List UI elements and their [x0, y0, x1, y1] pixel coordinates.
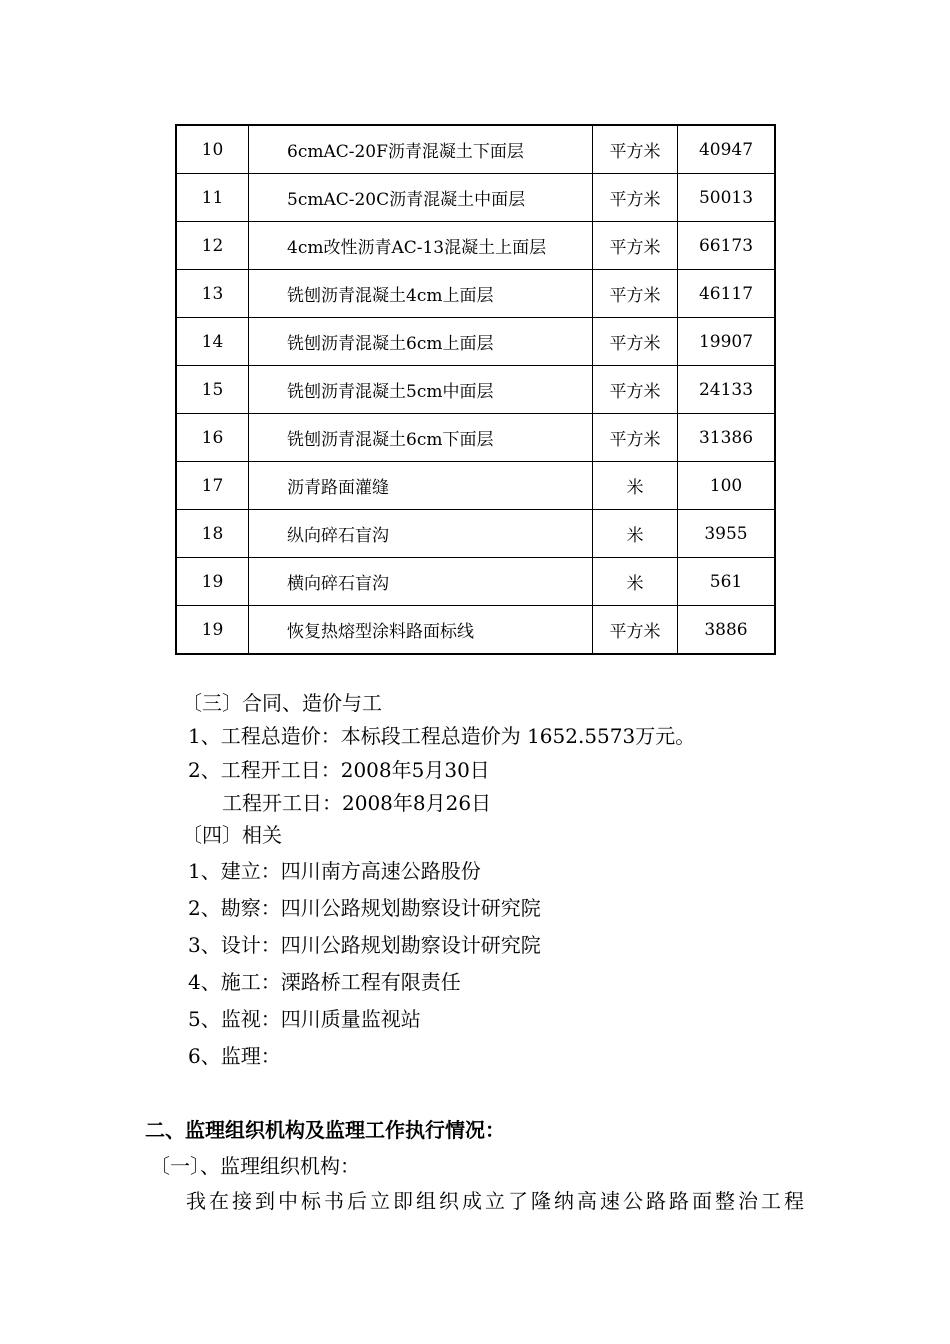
item-name: 纵向碎石盲沟 [249, 510, 593, 558]
quantity-cell: 46117 [678, 270, 776, 318]
row-number: 19 [176, 558, 249, 606]
table-row [176, 318, 775, 366]
section3-title: 〔三〕合同、造价与工 [182, 691, 382, 715]
row-number: 17 [176, 462, 249, 510]
quantity-cell: 19907 [678, 318, 776, 366]
section4-item-3: 3、设计：四川公路规划勘察设计研究院 [188, 933, 541, 957]
section4-item-1: 1、建立：四川南方高速公路股份 [188, 859, 481, 883]
section4-item-5: 5、监视：四川质量监视站 [188, 1007, 421, 1031]
table-row [176, 366, 775, 414]
table-row [176, 222, 775, 270]
item-name: 恢复热熔型涂料路面标线 [249, 606, 593, 655]
row-number: 18 [176, 510, 249, 558]
unit-cell: 平方米 [593, 318, 678, 366]
quantity-cell: 24133 [678, 366, 776, 414]
row-number: 11 [176, 174, 249, 222]
table-row [176, 606, 775, 655]
chapter2-subheading: 〔一〕、监理组织机构： [150, 1154, 360, 1178]
item-name: 沥青路面灌缝 [249, 462, 593, 510]
section4-item-4: 4、施工：溧路桥工程有限责任 [188, 970, 461, 994]
table-row [176, 414, 775, 462]
quantity-cell: 3886 [678, 606, 776, 655]
quantity-cell: 66173 [678, 222, 776, 270]
quantity-cell: 100 [678, 462, 776, 510]
quantity-table [175, 124, 776, 655]
section4-title: 〔四〕相关 [182, 823, 282, 847]
table-row [176, 558, 775, 606]
unit-cell: 平方米 [593, 222, 678, 270]
item-name: 铣刨沥青混凝土6cm上面层 [249, 318, 593, 366]
quantity-cell: 3955 [678, 510, 776, 558]
table-row [176, 174, 775, 222]
row-number: 12 [176, 222, 249, 270]
unit-cell: 平方米 [593, 270, 678, 318]
row-number: 19 [176, 606, 249, 655]
quantity-cell: 40947 [678, 125, 776, 174]
item-name: 铣刨沥青混凝土4cm上面层 [249, 270, 593, 318]
unit-cell: 平方米 [593, 174, 678, 222]
item-name: 横向碎石盲沟 [249, 558, 593, 606]
row-number: 16 [176, 414, 249, 462]
item-name: 6cmAC-20F沥青混凝土下面层 [249, 125, 593, 174]
table-row [176, 510, 775, 558]
section3-item-2: 2、工程开工日：2008年5月30日 [188, 758, 490, 782]
section3-item-3: 工程开工日：2008年8月26日 [222, 791, 492, 815]
item-name: 4cm改性沥青AC-13混凝土上面层 [249, 222, 593, 270]
unit-cell: 平方米 [593, 414, 678, 462]
quantity-cell: 561 [678, 558, 776, 606]
quantity-table-body [176, 125, 775, 654]
item-name: 5cmAC-20C沥青混凝土中面层 [249, 174, 593, 222]
section4-item-6: 6、监理： [188, 1044, 281, 1068]
chapter2-paragraph: 我在接到中标书后立即组织成立了隆纳高速公路路面整治工程 [186, 1189, 807, 1213]
row-number: 15 [176, 366, 249, 414]
quantity-cell: 31386 [678, 414, 776, 462]
unit-cell: 平方米 [593, 366, 678, 414]
quantity-cell: 50013 [678, 174, 776, 222]
table-row [176, 125, 775, 174]
section3-item-1: 1、工程总造价：本标段工程总造价为 1652.5573万元。 [188, 724, 696, 748]
row-number: 10 [176, 125, 249, 174]
section4-item-2: 2、勘察：四川公路规划勘察设计研究院 [188, 896, 541, 920]
row-number: 13 [176, 270, 249, 318]
item-name: 铣刨沥青混凝土6cm下面层 [249, 414, 593, 462]
unit-cell: 平方米 [593, 606, 678, 655]
chapter2-heading: 二、监理组织机构及监理工作执行情况： [145, 1118, 505, 1142]
unit-cell: 米 [593, 510, 678, 558]
item-name: 铣刨沥青混凝土5cm中面层 [249, 366, 593, 414]
unit-cell: 米 [593, 558, 678, 606]
unit-cell: 平方米 [593, 125, 678, 174]
table-row [176, 462, 775, 510]
row-number: 14 [176, 318, 249, 366]
unit-cell: 米 [593, 462, 678, 510]
table-row [176, 270, 775, 318]
